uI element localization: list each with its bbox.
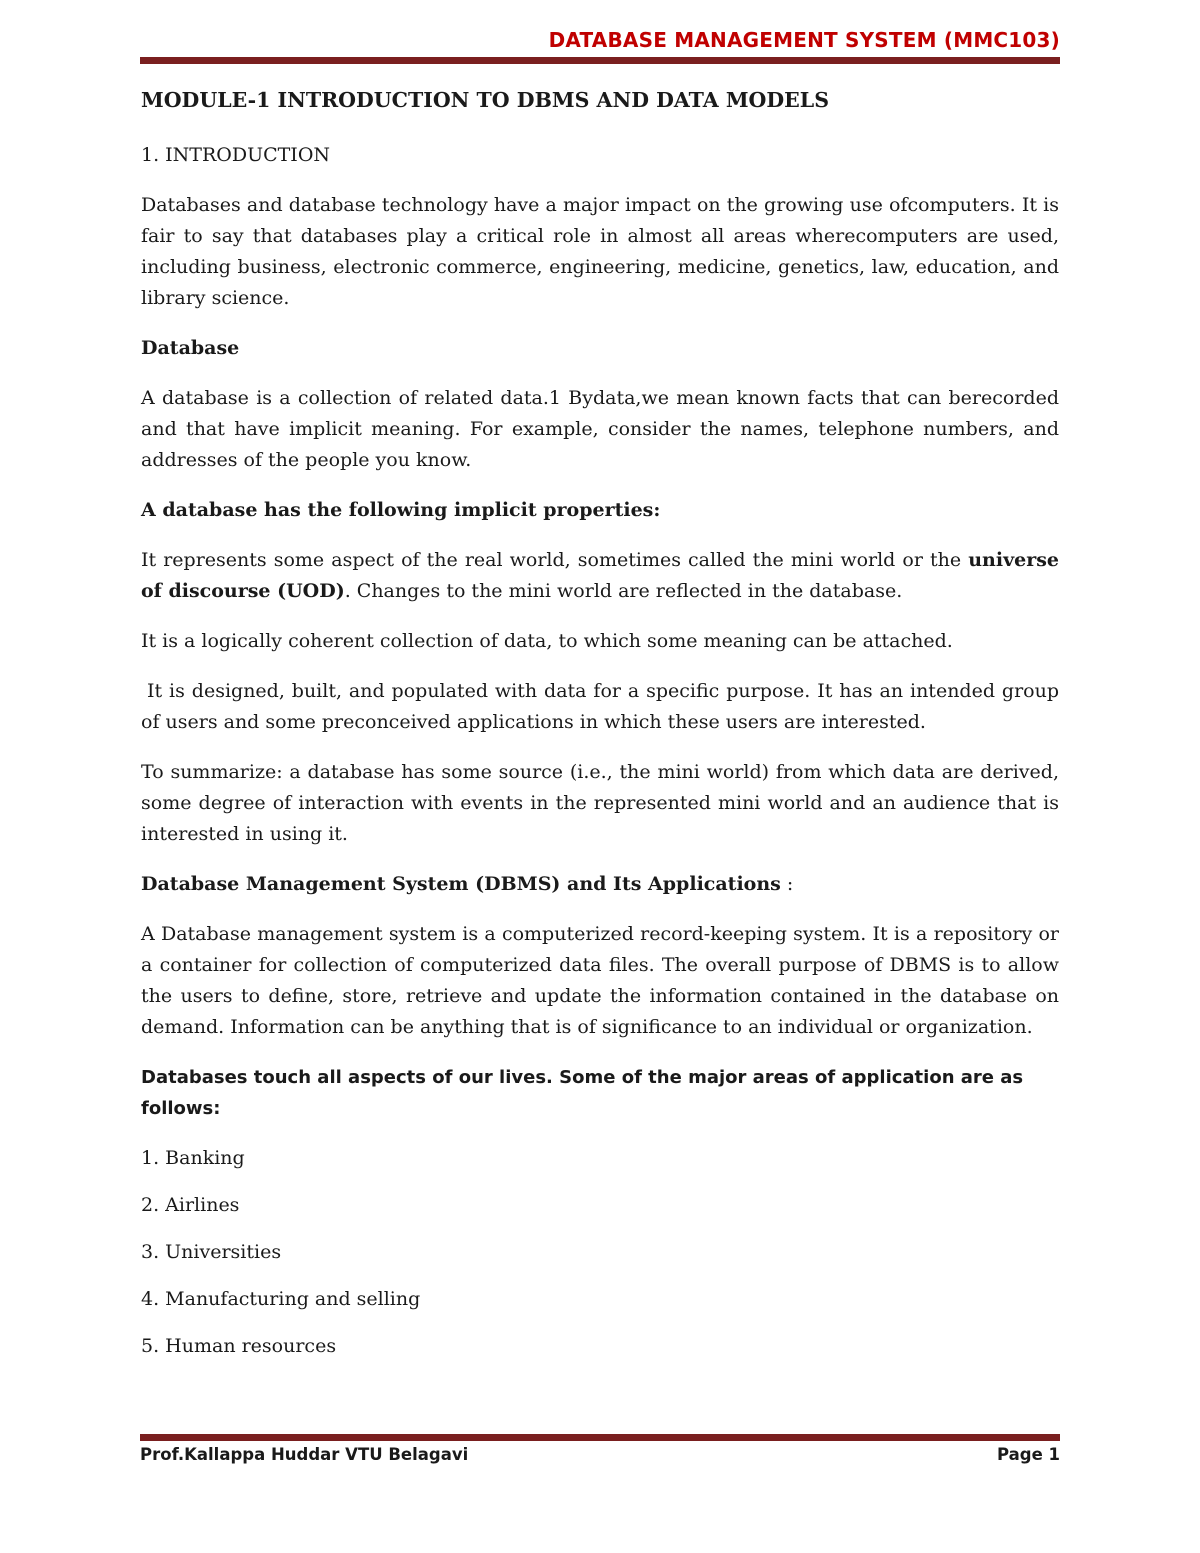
dbms-heading-text: Database Management System (DBMS) and Its Applications bbox=[141, 873, 781, 895]
summary-paragraph: To summarize: a database has some source (i.e., the mini world) from which data are derived, some degree of interaction with events in the represented mini world and an audience that is interested in using it. bbox=[141, 761, 1059, 845]
property-2: It is a logically coherent collection of data, to which some meaning can be attached. bbox=[141, 630, 953, 652]
list-item: 4. Manufacturing and selling bbox=[141, 1288, 421, 1310]
property-1-text-b: . Changes to the mini world are reflected in the database. bbox=[344, 580, 903, 602]
header-rule bbox=[140, 57, 1060, 64]
property-1-text-a: It represents some aspect of the real world, sometimes called the mini world or the bbox=[141, 549, 969, 571]
areas-heading: Databases touch all aspects of our lives. Some of the major areas of application are as follows: bbox=[141, 1067, 1024, 1119]
footer-rule bbox=[140, 1434, 1060, 1441]
list-item: 3. Universities bbox=[141, 1241, 282, 1263]
module-title: MODULE-1 INTRODUCTION TO DBMS AND DATA MODELS bbox=[141, 88, 830, 112]
property-1-bold: universe of discourse (UOD) bbox=[141, 549, 1059, 602]
page-content bbox=[141, 82, 1059, 1378]
areas-list bbox=[141, 1143, 1059, 1362]
footer-author: Prof.Kallappa Huddar VTU Belagavi bbox=[140, 1445, 469, 1464]
list-item: 2. Airlines bbox=[141, 1194, 240, 1216]
database-heading: Database bbox=[141, 337, 240, 359]
list-item: 5. Human resources bbox=[141, 1335, 337, 1357]
page-number: Page 1 bbox=[996, 1445, 1060, 1464]
intro-paragraph: Databases and database technology have a major impact on the growing use ofcomputers. It is fair to say that databases play a critical role in almost all areas wherecomputers are used, including business, electronic commerce, engineering, medicine, genetics, law, education, and library science. bbox=[141, 194, 1059, 309]
footer bbox=[140, 1445, 1060, 1464]
list-item: 1. Banking bbox=[141, 1147, 245, 1169]
property-3: It is designed, built, and populated with data for a specific purpose. It has an intended group of users and some preconceived applications in which these users are interested. bbox=[141, 680, 1059, 733]
dbms-heading bbox=[141, 869, 1059, 900]
database-paragraph: A database is a collection of related data.1 Bydata,we mean known facts that can berecorded and that have implicit meaning. For example, consider the names, telephone numbers, and addresses of the people you know. bbox=[141, 387, 1059, 471]
dbms-paragraph: A Database management system is a computerized record-keeping system. It is a repository or a container for collection of computerized data files. The overall purpose of DBMS is to allow the users to define, store, retrieve and update the information contained in the database on demand. Information can be anything that is of significance to an individual or organization. bbox=[141, 923, 1059, 1038]
property-1 bbox=[141, 545, 1059, 607]
dbms-heading-suffix: : bbox=[786, 873, 794, 895]
properties-heading: A database has the following implicit properties: bbox=[141, 499, 661, 521]
section-title: 1. INTRODUCTION bbox=[141, 144, 331, 166]
header-title: DATABASE MANAGEMENT SYSTEM (MMC103) bbox=[548, 28, 1060, 52]
